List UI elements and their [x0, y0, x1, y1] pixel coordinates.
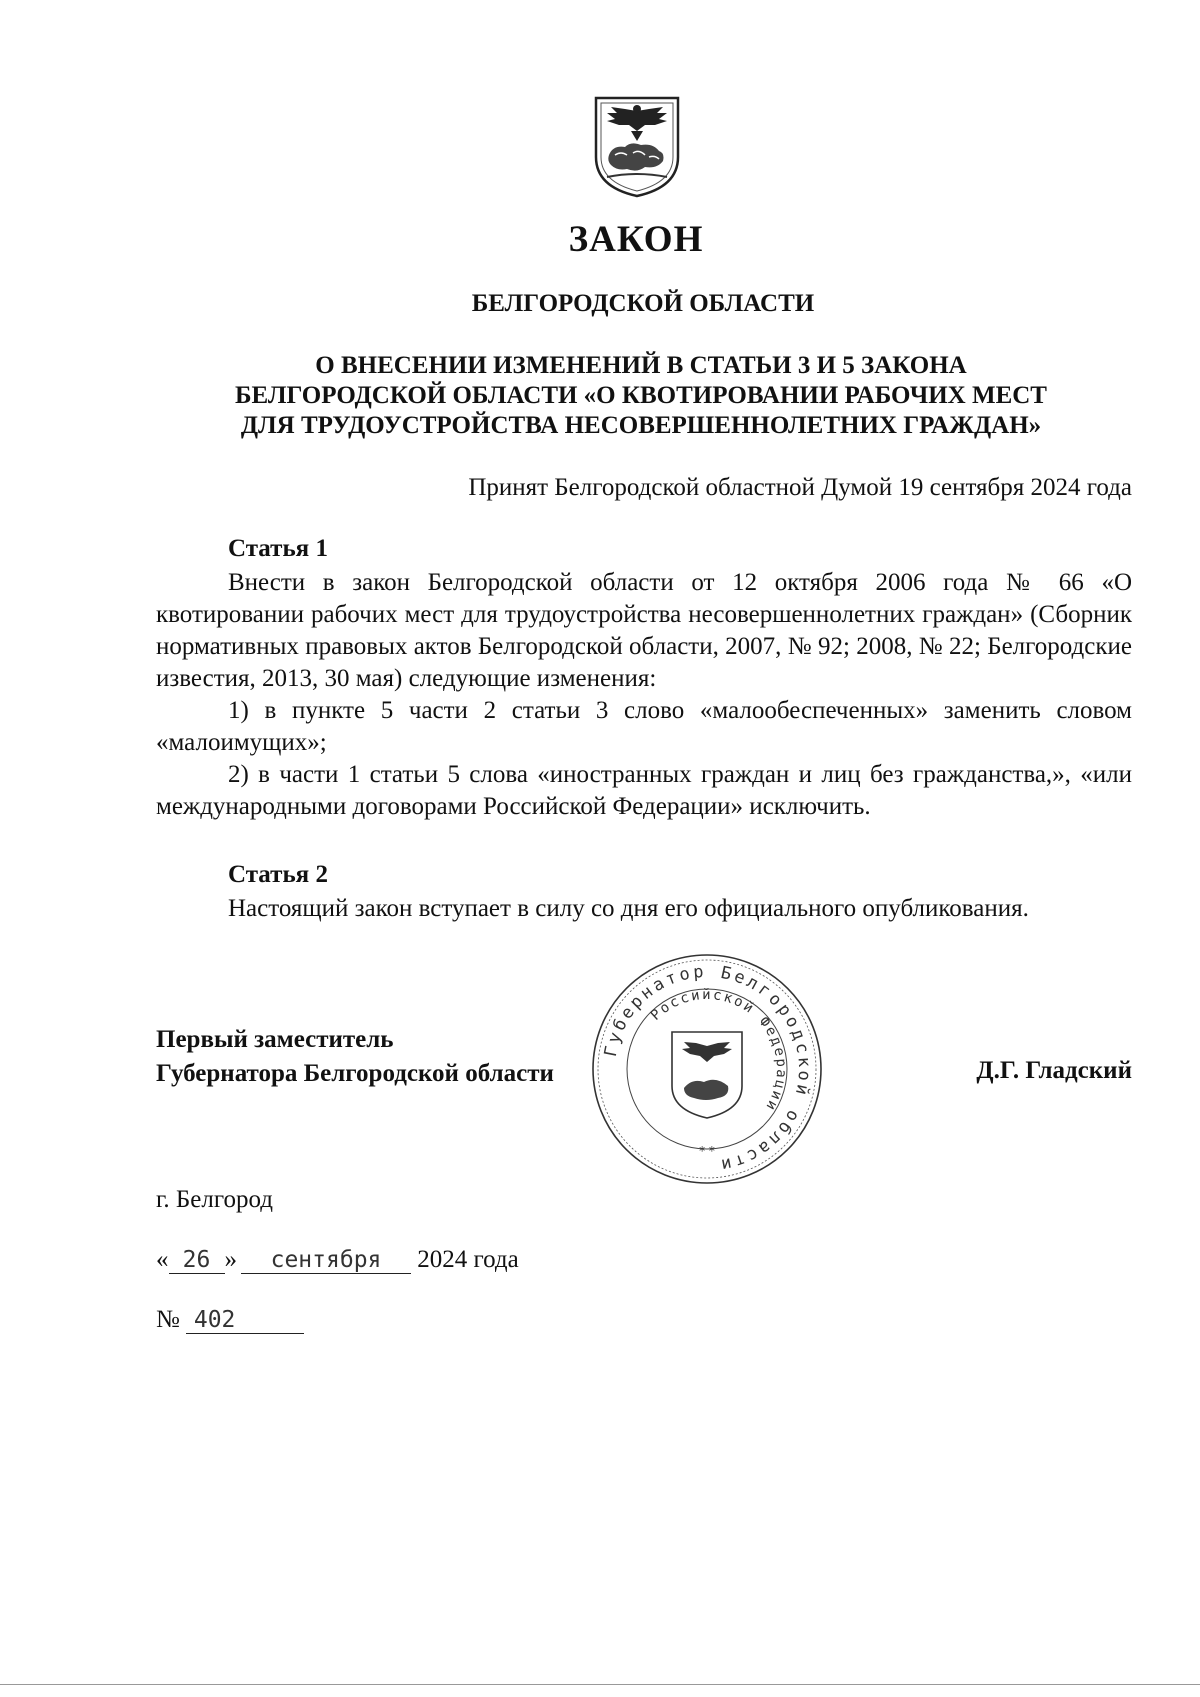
document-title: ЗАКОН	[568, 219, 704, 260]
date-day: 26	[169, 1247, 225, 1274]
signatory-name: Д.Г. Гладский	[976, 1057, 1132, 1084]
official-seal-icon	[588, 950, 826, 1188]
article-2-heading: Статья 2	[228, 861, 328, 888]
article-1-paragraph: Внести в закон Белгородской области от 12 октября 2006 года № 66 «О квотировании рабочих мест для трудоустройства несовершеннолетних граждан» (Сборник нормативных правовых актов Белгородской области, 2007, № 92; 2008, № 22; Белгородские известия, 2013, 30 мая) следующие изменения:	[156, 569, 1132, 692]
article-1-body	[156, 567, 1132, 823]
number-value: 402	[186, 1307, 304, 1334]
date-month: сентября	[241, 1247, 411, 1274]
signing-date	[156, 1246, 519, 1274]
signatory-position-line: Первый заместитель	[156, 1026, 394, 1053]
law-description-line: ДЛЯ ТРУДОУСТРОЙСТВА НЕСОВЕРШЕННОЛЕТНИХ ГРАЖДАН»	[240, 412, 1042, 439]
city-line: г. Белгород	[156, 1186, 273, 1213]
article-1-paragraph: 1) в пункте 5 части 2 статьи 3 слово «малообеспеченных» заменить словом «малоимущих»;	[156, 697, 1132, 756]
seal-inner-text: Российской Федерации	[647, 986, 790, 1115]
law-number	[156, 1306, 304, 1334]
date-year: 2024 года	[417, 1246, 519, 1273]
law-description-line: БЕЛГОРОДСКОЙ ОБЛАСТИ «О КВОТИРОВАНИИ РАБОЧИХ МЕСТ	[235, 382, 1047, 409]
article-1-paragraph: 2) в части 1 статьи 5 слова «иностранных граждан и лиц без гражданства,», «или международными договорами Российской Федерации» исключить.	[156, 761, 1132, 820]
article-1-heading: Статья 1	[228, 535, 328, 562]
seal-outer-text: Губернатор Белгородской области	[600, 961, 815, 1176]
adoption-note: Принят Белгородской областной Думой 19 сентября 2024 года	[468, 474, 1132, 501]
signatory-position-line: Губернатора Белгородской области	[156, 1060, 554, 1087]
signatory-position	[156, 1023, 554, 1091]
seal-stars: * *	[699, 1144, 715, 1158]
date-close-quote: »	[224, 1246, 237, 1273]
article-2-paragraph: Настоящий закон вступает в силу со дня его официального опубликования.	[228, 895, 1029, 922]
page-bottom-rule	[0, 1684, 1200, 1685]
date-open-quote: «	[156, 1246, 169, 1273]
document-subtitle: БЕЛГОРОДСКОЙ ОБЛАСТИ	[471, 290, 815, 317]
law-description	[150, 351, 1132, 441]
belgorod-coat-of-arms-icon	[593, 95, 681, 199]
article-2-body	[156, 893, 1132, 925]
law-description-line: О ВНЕСЕНИИ ИЗМЕНЕНИЙ В СТАТЬИ 3 И 5 ЗАКОНА	[315, 352, 967, 379]
number-label: №	[156, 1306, 180, 1333]
